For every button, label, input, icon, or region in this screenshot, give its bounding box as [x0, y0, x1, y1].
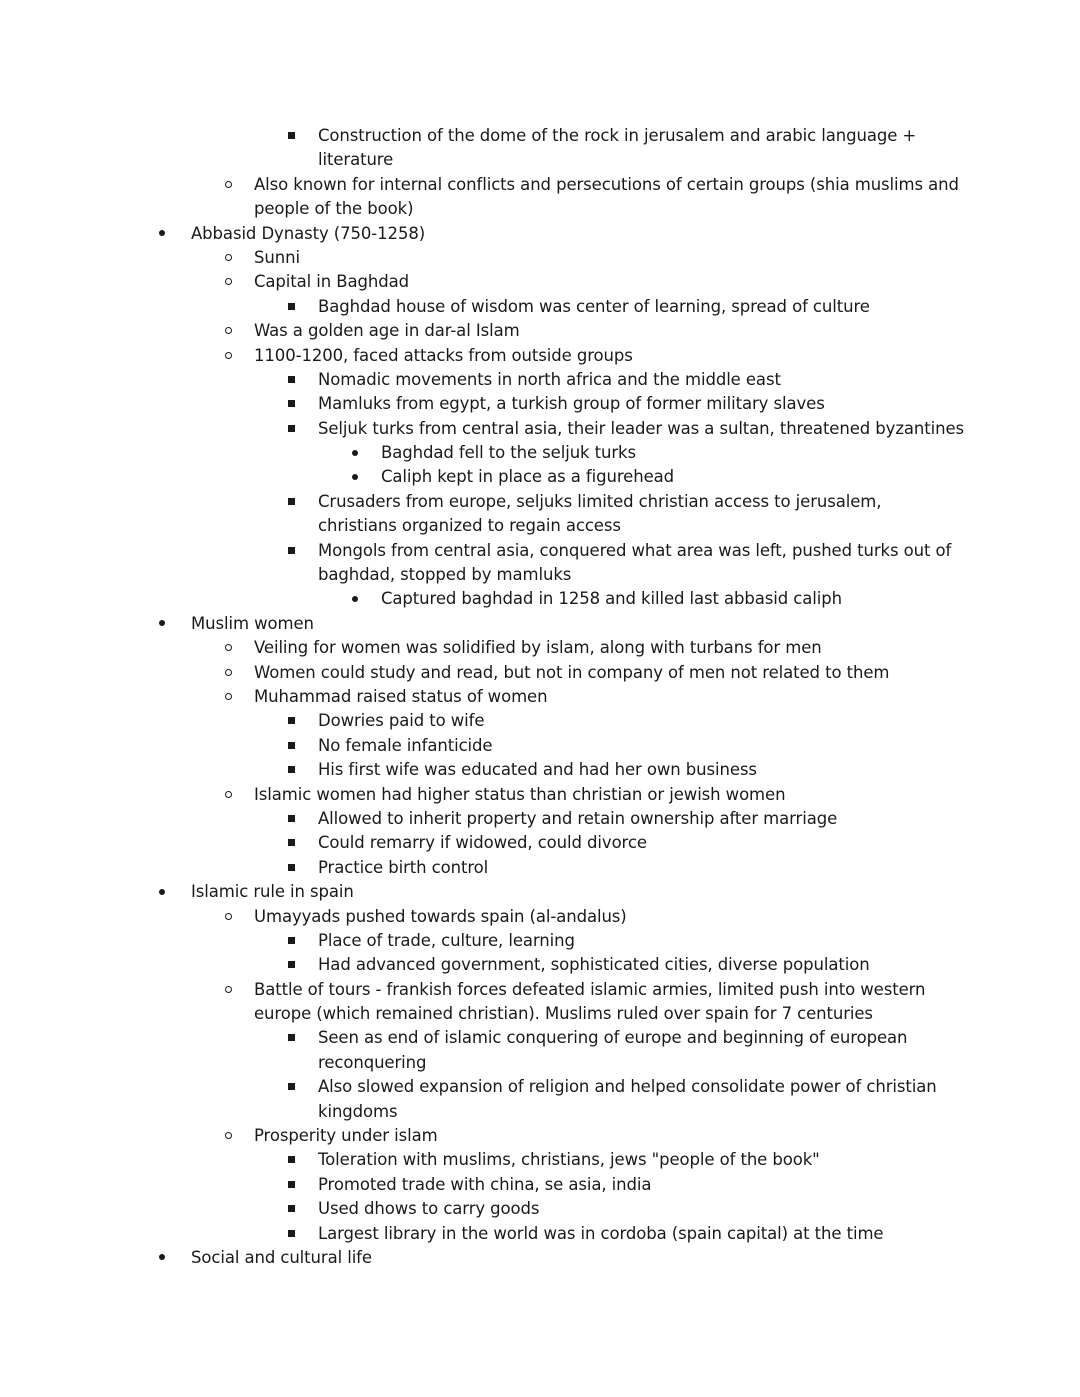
- square-bullet-icon: [285, 831, 297, 855]
- outline-line: [0, 685, 1080, 709]
- outline-text: kingdoms: [318, 1101, 398, 1121]
- outline-line: [0, 1197, 1080, 1221]
- outline-line: [0, 758, 1080, 782]
- square-bullet-icon: [285, 1148, 297, 1172]
- outline-line: [0, 1222, 1080, 1246]
- outline-line: [0, 417, 1080, 441]
- outline-line: [0, 587, 1080, 611]
- outline-text: Women could study and read, but not in company of men not related to them: [254, 662, 890, 682]
- square-bullet-icon: [285, 709, 297, 733]
- circle-bullet-icon: [222, 173, 234, 197]
- outline-line: [0, 1075, 1080, 1099]
- outline-line: [0, 905, 1080, 929]
- outline-line: [0, 929, 1080, 953]
- outline-text: Practice birth control: [318, 857, 489, 877]
- outline-text: Veiling for women was solidified by islam, along with turbans for men: [254, 638, 822, 658]
- outline-line: [0, 636, 1080, 660]
- circle-bullet-icon: [222, 344, 234, 368]
- square-bullet-icon: [285, 807, 297, 831]
- circle-bullet-icon: [222, 270, 234, 294]
- square-bullet-icon: [285, 1075, 297, 1099]
- circle-bullet-icon: [222, 783, 234, 807]
- square-bullet-icon: [285, 1222, 297, 1246]
- outline-text: Baghdad house of wisdom was center of learning, spread of culture: [318, 296, 870, 316]
- outline-line: [0, 709, 1080, 733]
- disc-bullet-icon: [349, 441, 361, 465]
- outline-line: [0, 246, 1080, 270]
- outline-line: [0, 831, 1080, 855]
- outline-text: Mamluks from egypt, a turkish group of former military slaves: [318, 394, 825, 414]
- square-bullet-icon: [285, 929, 297, 953]
- circle-bullet-icon: [222, 319, 234, 343]
- outline-line: [0, 978, 1080, 1002]
- outline-text: Capital in Baghdad: [254, 272, 410, 292]
- outline-line: [0, 344, 1080, 368]
- outline-line: [0, 514, 1080, 538]
- outline-text: europe (which remained christian). Muslims ruled over spain for 7 centuries: [254, 1004, 873, 1024]
- square-bullet-icon: [285, 1173, 297, 1197]
- outline-line: [0, 148, 1080, 172]
- outline-line: [0, 953, 1080, 977]
- outline-text: Sunni: [254, 247, 300, 267]
- outline-text: Promoted trade with china, se asia, india: [318, 1174, 652, 1194]
- outline-text: Baghdad fell to the seljuk turks: [381, 443, 637, 463]
- outline-text: Abbasid Dynasty (750-1258): [191, 223, 426, 243]
- outline-line: [0, 783, 1080, 807]
- outline-text: Seen as end of islamic conquering of europe and beginning of european: [318, 1028, 908, 1048]
- outline-line: [0, 1148, 1080, 1172]
- outline-line: [0, 197, 1080, 221]
- outline-line: [0, 563, 1080, 587]
- outline-text: Mongols from central asia, conquered what area was left, pushed turks out of: [318, 540, 952, 560]
- outline-line: [0, 270, 1080, 294]
- outline-line: [0, 465, 1080, 489]
- outline-text: Muhammad raised status of women: [254, 686, 548, 706]
- square-bullet-icon: [285, 734, 297, 758]
- square-bullet-icon: [285, 1026, 297, 1050]
- outline-line: [0, 295, 1080, 319]
- outline-text: Battle of tours - frankish forces defeated islamic armies, limited push into western: [254, 979, 926, 999]
- outline-text: literature: [318, 150, 394, 170]
- circle-bullet-icon: [222, 661, 234, 685]
- outline-text: Was a golden age in dar-al Islam: [254, 321, 520, 341]
- outline-line: [0, 1100, 1080, 1124]
- outline-text: No female infanticide: [318, 735, 493, 755]
- disc-bullet-icon: [156, 612, 168, 636]
- outline-line: [0, 807, 1080, 831]
- outline-text: Used dhows to carry goods: [318, 1199, 540, 1219]
- outline-text: reconquering: [318, 1052, 427, 1072]
- outline-line: [0, 319, 1080, 343]
- outline-line: [0, 539, 1080, 563]
- square-bullet-icon: [285, 539, 297, 563]
- outline-text: Islamic women had higher status than christian or jewish women: [254, 784, 786, 804]
- outline-line: [0, 1124, 1080, 1148]
- outline-line: [0, 124, 1080, 148]
- outline-text: Seljuk turks from central asia, their leader was a sultan, threatened byzantines: [318, 418, 965, 438]
- square-bullet-icon: [285, 392, 297, 416]
- outline-text: Islamic rule in spain: [191, 882, 354, 902]
- circle-bullet-icon: [222, 685, 234, 709]
- outline-text: Muslim women: [191, 613, 314, 633]
- square-bullet-icon: [285, 417, 297, 441]
- outline-text: Caliph kept in place as a figurehead: [381, 467, 675, 487]
- disc-bullet-icon: [156, 880, 168, 904]
- outline-text: people of the book): [254, 199, 414, 219]
- outline-line: [0, 368, 1080, 392]
- square-bullet-icon: [285, 856, 297, 880]
- outline-text: Place of trade, culture, learning: [318, 930, 575, 950]
- disc-bullet-icon: [156, 1246, 168, 1270]
- square-bullet-icon: [285, 295, 297, 319]
- outline-text: Crusaders from europe, seljuks limited christian access to jerusalem,: [318, 491, 882, 511]
- disc-bullet-icon: [349, 587, 361, 611]
- outline-line: [0, 856, 1080, 880]
- square-bullet-icon: [285, 490, 297, 514]
- outline-line: [0, 173, 1080, 197]
- outline-text: Allowed to inherit property and retain ownership after marriage: [318, 808, 838, 828]
- outline-text: baghdad, stopped by mamluks: [318, 565, 572, 585]
- outline-text: christians organized to regain access: [318, 516, 621, 536]
- outline-line: [0, 441, 1080, 465]
- outline-text: Toleration with muslims, christians, jews "people of the book": [318, 1150, 820, 1170]
- outline-text: Social and cultural life: [191, 1247, 372, 1267]
- outline-line: [0, 734, 1080, 758]
- outline-line: [0, 1002, 1080, 1026]
- outline-line: [0, 1026, 1080, 1050]
- outline-text: Prosperity under islam: [254, 1126, 438, 1146]
- square-bullet-icon: [285, 758, 297, 782]
- outline-text: Largest library in the world was in cordoba (spain capital) at the time: [318, 1223, 884, 1243]
- square-bullet-icon: [285, 953, 297, 977]
- circle-bullet-icon: [222, 246, 234, 270]
- notes-document: [0, 124, 1080, 1270]
- circle-bullet-icon: [222, 636, 234, 660]
- disc-bullet-icon: [156, 222, 168, 246]
- square-bullet-icon: [285, 368, 297, 392]
- outline-text: Could remarry if widowed, could divorce: [318, 833, 647, 853]
- outline-line: [0, 1051, 1080, 1075]
- outline-line: [0, 392, 1080, 416]
- outline-line: [0, 1246, 1080, 1270]
- outline-text: Nomadic movements in north africa and the middle east: [318, 369, 781, 389]
- outline-line: [0, 880, 1080, 904]
- disc-bullet-icon: [349, 465, 361, 489]
- outline-line: [0, 222, 1080, 246]
- outline-text: 1100-1200, faced attacks from outside groups: [254, 345, 633, 365]
- outline-text: Also known for internal conflicts and persecutions of certain groups (shia muslims and: [254, 174, 959, 194]
- outline-text: Captured baghdad in 1258 and killed last abbasid caliph: [381, 589, 842, 609]
- outline-line: [0, 1173, 1080, 1197]
- circle-bullet-icon: [222, 978, 234, 1002]
- outline-line: [0, 612, 1080, 636]
- outline-text: Umayyads pushed towards spain (al-andalus): [254, 906, 627, 926]
- circle-bullet-icon: [222, 905, 234, 929]
- square-bullet-icon: [285, 1197, 297, 1221]
- outline-text: Dowries paid to wife: [318, 711, 485, 731]
- outline-text: Also slowed expansion of religion and helped consolidate power of christian: [318, 1077, 937, 1097]
- outline-text: His first wife was educated and had her own business: [318, 760, 757, 780]
- outline-text: Construction of the dome of the rock in jerusalem and arabic language +: [318, 126, 917, 145]
- outline-line: [0, 661, 1080, 685]
- circle-bullet-icon: [222, 1124, 234, 1148]
- outline-text: Had advanced government, sophisticated cities, diverse population: [318, 955, 870, 975]
- square-bullet-icon: [285, 124, 297, 148]
- outline-line: [0, 490, 1080, 514]
